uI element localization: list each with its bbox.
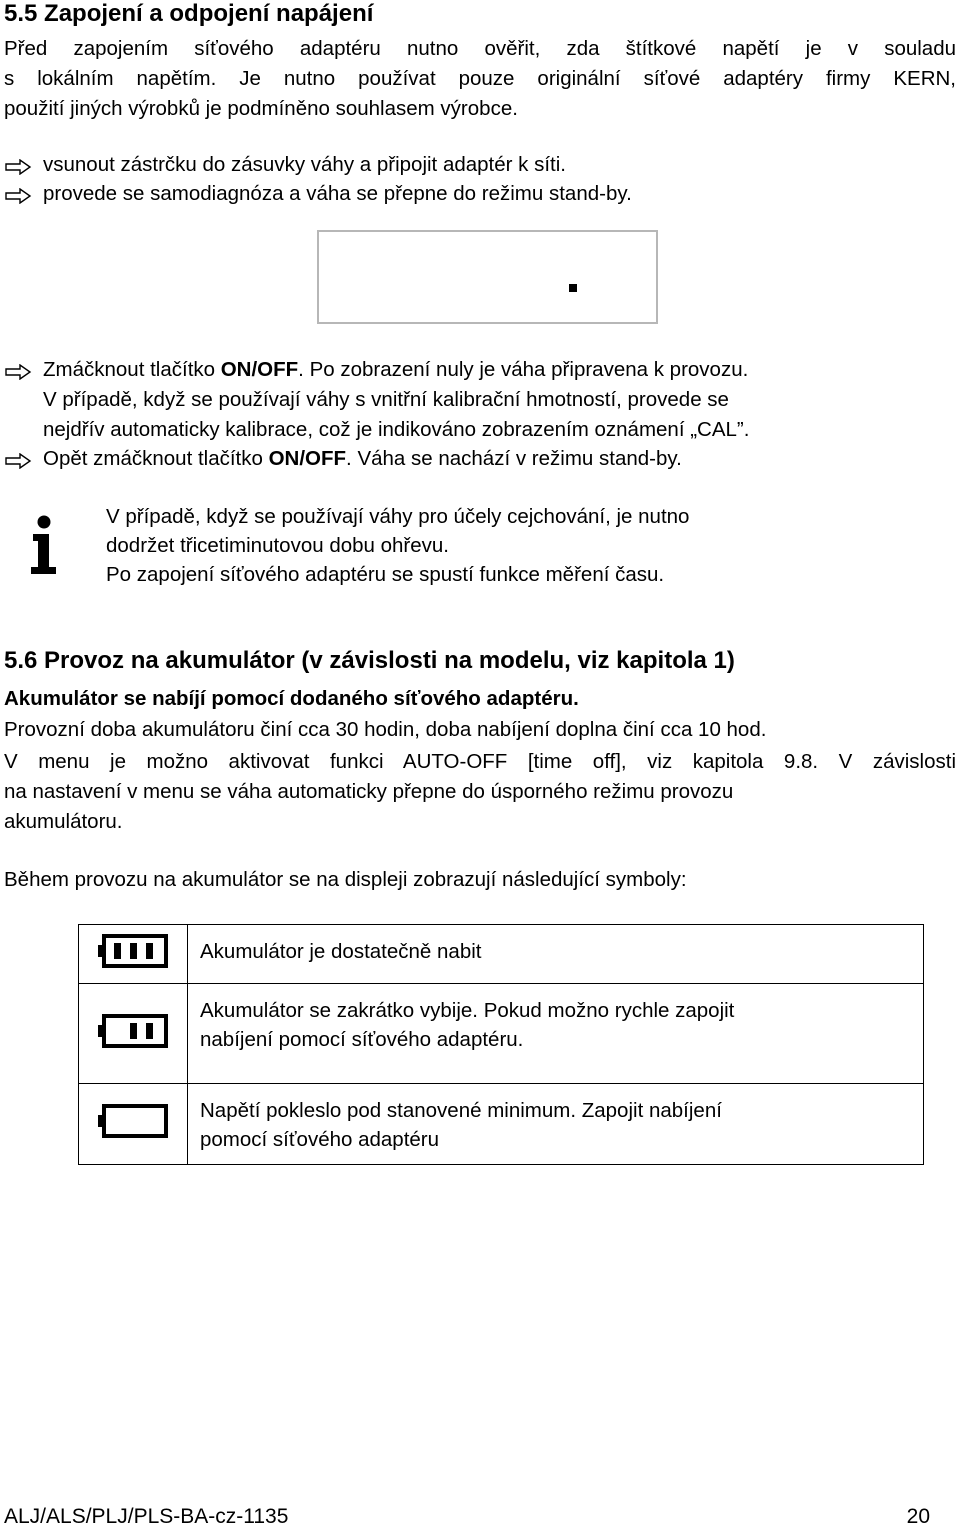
intro-line-3: použití jiných výrobků je podmíněno souhlasem výrobce. bbox=[4, 97, 518, 120]
table-row bbox=[79, 925, 924, 984]
battery-cell bbox=[79, 925, 188, 984]
battery-symbols-table bbox=[78, 924, 924, 1165]
step-2: provede se samodiagnóza a váha se přepne do režimu stand-by. bbox=[43, 182, 632, 205]
battery-half-icon bbox=[98, 1014, 168, 1048]
table-row bbox=[79, 984, 924, 1084]
symbol-description: Akumulátor se zakrátko vybije. Pokud možno rychle zapojit nabíjení pomocí síťového adaptéru. bbox=[188, 984, 924, 1084]
intro-line-2: s lokálním napětím. Je nutno používat pouze originální síťové adaptéry firmy KERN, bbox=[4, 67, 956, 90]
arrow-right-icon bbox=[4, 453, 32, 469]
step-3-detail-2: nejdřív automaticky kalibrace, což je indikováno zobrazením oznámení „CAL”. bbox=[43, 418, 750, 441]
battery-cell bbox=[79, 1084, 188, 1165]
on-off-key-label: ON/OFF bbox=[220, 358, 299, 381]
battery-full-icon bbox=[98, 934, 168, 968]
info-icon bbox=[28, 514, 62, 576]
footer-page-number: 20 bbox=[906, 1505, 930, 1528]
symbol-description: Akumulátor je dostatečně nabit bbox=[188, 925, 924, 984]
battery-empty-icon bbox=[98, 1104, 168, 1138]
info-line-1: V případě, když se používají váhy pro účely cejchování, je nutno bbox=[106, 505, 690, 528]
step-3-detail-1: V případě, když se používají váhy s vnitřní kalibrační hmotností, provede se bbox=[43, 388, 729, 411]
footer-doc-code: ALJ/ALS/PLJ/PLS-BA-cz-1135 bbox=[4, 1505, 289, 1528]
arrow-right-icon bbox=[4, 188, 32, 204]
step-1: vsunout zástrčku do zásuvky váhy a připojit adaptér k síti. bbox=[43, 153, 567, 176]
intro-line-1: Před zapojením síťového adaptéru nutno ověřit, zda štítkové napětí je v souladu bbox=[4, 37, 956, 60]
paragraph-line-1: Provozní doba akumulátoru činí cca 30 hodin, doba nabíjení doplna činí cca 10 hod. bbox=[4, 718, 767, 741]
scale-display bbox=[317, 230, 658, 324]
battery-cell bbox=[79, 984, 188, 1084]
charging-note: Akumulátor se nabíjí pomocí dodaného síťového adaptéru. bbox=[4, 687, 579, 710]
info-line-2: dodržet třicetiminutovou dobu ohřevu. bbox=[106, 534, 450, 557]
table-row bbox=[79, 1084, 924, 1165]
section-5-6-heading: 5.6 Provoz na akumulátor (v závislosti na modelu, viz kapitola 1) bbox=[4, 647, 735, 674]
paragraph-line-3: na nastavení v menu se váha automaticky přepne do úsporného režimu provozu bbox=[4, 780, 734, 803]
display-dot bbox=[569, 284, 577, 292]
step-4: Opět zmáčknout tlačítko ON/OFF. Váha se nachází v režimu stand-by. bbox=[43, 447, 682, 470]
on-off-key-label: ON/OFF bbox=[268, 447, 347, 470]
step-3: Zmáčknout tlačítko ON/OFF. Po zobrazení nuly je váha připravena k provozu. bbox=[43, 358, 749, 381]
info-line-3: Po zapojení síťového adaptéru se spustí funkce měření času. bbox=[106, 563, 665, 586]
section-5-5-heading: 5.5 Zapojení a odpojení napájení bbox=[4, 0, 374, 27]
arrow-right-icon bbox=[4, 364, 32, 380]
symbol-description: Napětí pokleslo pod stanovené minimum. Zapojit nabíjení pomocí síťového adaptéru bbox=[188, 1084, 924, 1165]
paragraph-line-4: akumulátoru. bbox=[4, 810, 123, 833]
paragraph-line-2: V menu je možno aktivovat funkci AUTO-OFF [time off], viz kapitola 9.8. V závislosti bbox=[4, 750, 956, 773]
arrow-right-icon bbox=[4, 159, 32, 175]
symbols-intro: Během provozu na akumulátor se na displeji zobrazují následující symboly: bbox=[4, 868, 687, 891]
